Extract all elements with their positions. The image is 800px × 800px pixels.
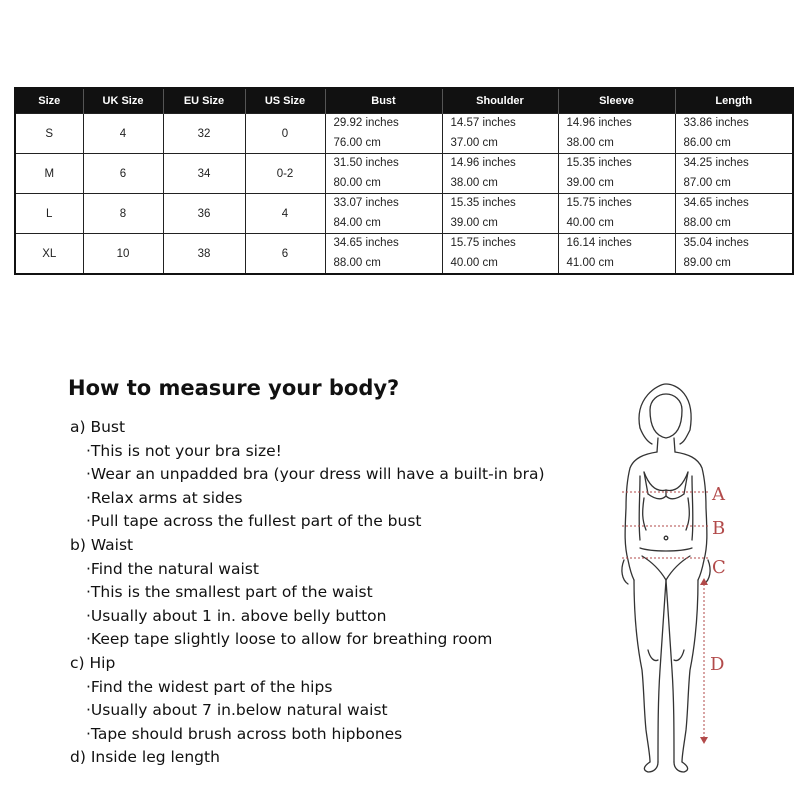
cell-length	[675, 114, 793, 154]
label-a: A	[712, 484, 725, 505]
cell-uk-size: 10	[83, 234, 163, 275]
table-row	[15, 154, 793, 194]
cell-length	[675, 234, 793, 275]
cell-inches: 35.04 inches	[683, 237, 749, 249]
header-shoulder: Shoulder	[442, 88, 558, 114]
cell-inches: 16.14 inches	[566, 237, 632, 249]
cell-inches: 34.25 inches	[683, 157, 749, 169]
tip-item: ·Wear an unpadded bra (your dress will have a built-in bra)	[86, 465, 545, 484]
guide-title: How to measure your body?	[68, 376, 400, 400]
header-us-size: US Size	[245, 88, 325, 114]
cell-us-size: 6	[245, 234, 325, 275]
cell-sleeve	[558, 194, 675, 234]
cell-sleeve	[558, 154, 675, 194]
cell-inches: 31.50 inches	[333, 157, 399, 169]
cell-shoulder	[442, 194, 558, 234]
cell-sleeve	[558, 234, 675, 275]
cell-eu-size: 36	[163, 194, 245, 234]
cell-shoulder	[442, 114, 558, 154]
tip-item: ·Relax arms at sides	[86, 488, 243, 507]
table-row	[15, 114, 793, 154]
cell-cm: 84.00 cm	[333, 216, 381, 229]
cell-cm: 40.00 cm	[566, 216, 614, 229]
cell-cm: 39.00 cm	[450, 216, 498, 229]
cell-cm: 88.00 cm	[333, 256, 381, 269]
body-figure-svg	[600, 380, 800, 780]
tip-item: ·Tape should brush across both hipbones	[86, 724, 403, 743]
cell-inches: 14.96 inches	[566, 117, 632, 129]
header-sleeve: Sleeve	[558, 88, 675, 114]
cell-size: L	[15, 194, 83, 234]
table-row	[15, 194, 793, 234]
cell-inches: 14.96 inches	[450, 157, 516, 169]
cell-cm: 38.00 cm	[566, 136, 614, 149]
tip-item: ·Find the widest part of the hips	[86, 677, 333, 696]
cell-length	[675, 154, 793, 194]
cell-us-size: 0-2	[245, 154, 325, 194]
section-heading-bust: a) Bust	[70, 418, 126, 436]
cell-inches: 15.35 inches	[450, 197, 516, 209]
cell-cm: 86.00 cm	[683, 136, 731, 149]
cell-inches: 33.07 inches	[333, 197, 399, 209]
cell-eu-size: 32	[163, 114, 245, 154]
label-d: D	[710, 654, 725, 675]
cell-bust	[325, 114, 442, 154]
label-c: C	[712, 557, 726, 578]
cell-size: M	[15, 154, 83, 194]
cell-cm: 41.00 cm	[566, 256, 614, 269]
table-row	[15, 234, 793, 275]
cell-size: XL	[15, 234, 83, 275]
cell-uk-size: 4	[83, 114, 163, 154]
cell-inches: 34.65 inches	[683, 197, 749, 209]
cell-cm: 39.00 cm	[566, 176, 614, 189]
cell-inches: 15.75 inches	[450, 237, 516, 249]
cell-inches: 14.57 inches	[450, 117, 516, 129]
header-size: Size	[15, 88, 83, 114]
cell-cm: 80.00 cm	[333, 176, 381, 189]
measure-instructions	[70, 416, 590, 770]
cell-inches: 29.92 inches	[333, 117, 399, 129]
cell-cm: 37.00 cm	[450, 136, 498, 149]
body-figure-illustration	[600, 380, 800, 780]
section-heading-hip: c) Hip	[70, 653, 116, 672]
cell-inches: 34.65 inches	[333, 237, 399, 249]
cell-shoulder	[442, 234, 558, 275]
tip-item: ·Usually about 7 in.below natural waist	[86, 701, 388, 720]
cell-cm: 88.00 cm	[683, 216, 731, 229]
cell-uk-size: 8	[83, 194, 163, 234]
tip-item: ·Find the natural waist	[86, 559, 259, 578]
table-header-row	[15, 88, 793, 114]
tip-item: ·Pull tape across the fullest part of the bust	[86, 512, 422, 531]
header-uk-size: UK Size	[83, 88, 163, 114]
cell-inches: 33.86 inches	[683, 117, 749, 129]
cell-us-size: 0	[245, 114, 325, 154]
header-eu-size: EU Size	[163, 88, 245, 114]
tip-item: ·Usually about 1 in. above belly button	[86, 606, 387, 625]
header-length: Length	[675, 88, 793, 114]
cell-length	[675, 194, 793, 234]
cell-bust	[325, 234, 442, 275]
tip-item: ·Keep tape slightly loose to allow for breathing room	[86, 630, 493, 649]
cell-cm: 89.00 cm	[683, 256, 731, 269]
cell-us-size: 4	[245, 194, 325, 234]
cell-uk-size: 6	[83, 154, 163, 194]
header-bust: Bust	[325, 88, 442, 114]
cell-inches: 15.35 inches	[566, 157, 632, 169]
cell-cm: 38.00 cm	[450, 176, 498, 189]
cell-bust	[325, 194, 442, 234]
cell-cm: 76.00 cm	[333, 136, 381, 149]
cell-inches: 15.75 inches	[566, 197, 632, 209]
tip-item: ·This is not your bra size!	[86, 441, 282, 460]
label-b: B	[712, 518, 726, 539]
cell-cm: 40.00 cm	[450, 256, 498, 269]
tip-item: ·This is the smallest part of the waist	[86, 583, 373, 602]
section-heading-inside-leg: d) Inside leg length	[70, 748, 220, 767]
cell-size: S	[15, 114, 83, 154]
cell-eu-size: 38	[163, 234, 245, 275]
cell-sleeve	[558, 114, 675, 154]
section-heading-waist: b) Waist	[70, 535, 134, 554]
cell-shoulder	[442, 154, 558, 194]
cell-cm: 87.00 cm	[683, 176, 731, 189]
cell-eu-size: 34	[163, 154, 245, 194]
size-chart-table	[14, 87, 794, 275]
cell-bust	[325, 154, 442, 194]
